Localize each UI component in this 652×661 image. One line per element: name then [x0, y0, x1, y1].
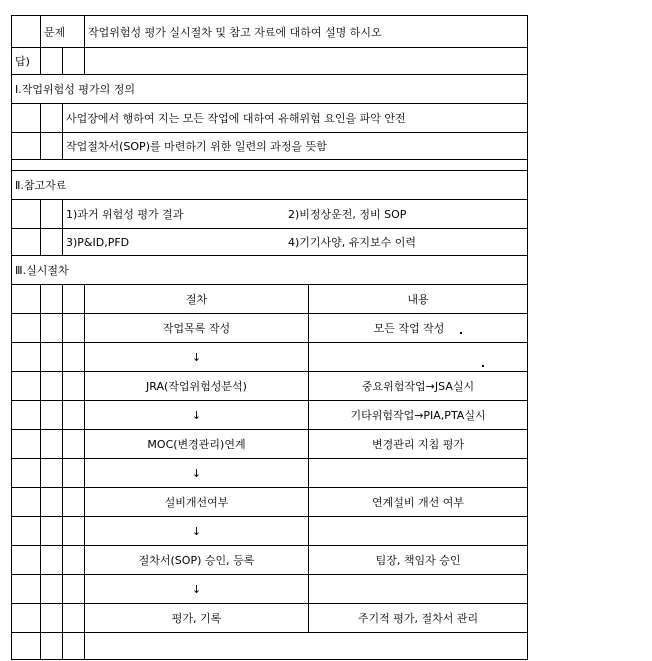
- procedure-header-content: 내용: [309, 285, 528, 314]
- empty-cell: [12, 575, 41, 604]
- reference-item-3: 3)P&ID,PFD: [66, 236, 130, 249]
- empty-cell: [12, 314, 41, 343]
- empty-cell: [41, 133, 63, 160]
- empty-cell: [85, 633, 528, 660]
- empty-cell: [63, 517, 85, 546]
- arrow-row: [12, 517, 528, 546]
- empty-cell: [41, 104, 63, 133]
- empty-cell: [12, 200, 41, 229]
- down-arrow-icon: ↓: [85, 575, 309, 604]
- question-text: 작업위험성 평가 실시절차 및 참고 자료에 대하여 설명 하시오: [85, 16, 528, 48]
- procedure-step: 평가, 기록: [85, 604, 309, 633]
- stray-dot: [460, 332, 462, 334]
- empty-cell: [12, 160, 528, 171]
- procedure-content: 모든 작업 작성: [373, 322, 445, 335]
- procedure-step: MOC(변경관리)연계: [85, 430, 309, 459]
- arrow-row: [12, 575, 528, 604]
- procedure-step: 작업목록 작성: [85, 314, 309, 343]
- procedure-row: [12, 372, 528, 401]
- procedure-step: 설비개선여부: [85, 488, 309, 517]
- reference-item-1: 1)과거 위험성 평가 결과: [66, 208, 184, 221]
- empty-cell: [85, 48, 528, 75]
- empty-cell: [41, 430, 63, 459]
- empty-cell: [63, 343, 85, 372]
- procedure-content: 변경관리 지침 평가: [309, 430, 528, 459]
- procedure-row: [12, 546, 528, 575]
- empty-cell: [63, 546, 85, 575]
- procedure-row: [12, 604, 528, 633]
- section3-title: Ⅲ.실시절차: [12, 256, 528, 285]
- empty-cell: [41, 401, 63, 430]
- procedure-row: [12, 314, 528, 343]
- answer-sheet-table: [11, 15, 528, 660]
- empty-cell: [12, 133, 41, 160]
- empty-cell: [41, 200, 63, 229]
- spacer-row: [12, 160, 528, 171]
- procedure-content: 주기적 평가, 절차서 관리: [309, 604, 528, 633]
- empty-cell: [41, 633, 63, 660]
- empty-cell: [12, 343, 41, 372]
- empty-cell: [309, 343, 528, 372]
- empty-cell: [41, 229, 63, 256]
- empty-cell: [309, 459, 528, 488]
- procedure-step: 절차서(SOP) 승인, 등록: [85, 546, 309, 575]
- procedure-row: [12, 488, 528, 517]
- empty-cell: [12, 517, 41, 546]
- empty-cell: [12, 546, 41, 575]
- empty-cell: [12, 372, 41, 401]
- empty-cell: [41, 488, 63, 517]
- empty-cell: [12, 285, 41, 314]
- empty-cell: [41, 575, 63, 604]
- section2-title-row: [12, 171, 528, 200]
- procedure-content: 팀장, 책임자 승인: [309, 546, 528, 575]
- empty-cell: [63, 633, 85, 660]
- section1-line-2: 작업절차서(SOP)를 마련하기 위한 일련의 과정을 뜻함: [63, 133, 528, 160]
- arrow-row: [12, 343, 528, 372]
- answer-row: [12, 48, 528, 75]
- arrow-row: [12, 459, 528, 488]
- empty-cell: [41, 343, 63, 372]
- empty-row: [12, 633, 528, 660]
- empty-cell: [41, 604, 63, 633]
- arrow-row: [12, 401, 528, 430]
- down-arrow-icon: ↓: [85, 343, 309, 372]
- answer-label: 답): [12, 48, 41, 75]
- section2-title: Ⅱ.참고자료: [12, 171, 528, 200]
- empty-cell: [63, 285, 85, 314]
- section1-line-row: [12, 133, 528, 160]
- section3-title-row: [12, 256, 528, 285]
- empty-cell: [12, 401, 41, 430]
- procedure-content: 중요위험작업→JSA실시: [309, 372, 528, 401]
- empty-cell: [41, 459, 63, 488]
- procedure-header-row: [12, 285, 528, 314]
- section2-items-cell: [63, 200, 528, 229]
- question-row: [12, 16, 528, 48]
- section1-line-1: 사업장에서 행하여 지는 모든 작업에 대하여 유해위험 요인을 파악 안전: [63, 104, 528, 133]
- empty-cell: [12, 104, 41, 133]
- section1-title: Ⅰ.작업위험성 평가의 정의: [12, 75, 528, 104]
- procedure-content: 기타위험작업→PIA,PTA실시: [309, 401, 528, 430]
- empty-cell: [63, 488, 85, 517]
- section2-items-cell: [63, 229, 528, 256]
- empty-cell: [41, 546, 63, 575]
- empty-cell: [63, 604, 85, 633]
- empty-cell: [12, 459, 41, 488]
- section2-items-row: [12, 229, 528, 256]
- empty-cell: [63, 459, 85, 488]
- empty-cell: [63, 314, 85, 343]
- reference-item-4: 4)기기사양, 유지보수 이력: [288, 236, 417, 249]
- stray-dot: [482, 365, 484, 367]
- procedure-row: [12, 430, 528, 459]
- empty-cell: [41, 48, 63, 75]
- down-arrow-icon: ↓: [85, 517, 309, 546]
- procedure-content: 연계설비 개선 여부: [309, 488, 528, 517]
- procedure-header-step: 절차: [85, 285, 309, 314]
- empty-cell: [12, 488, 41, 517]
- empty-cell: [63, 575, 85, 604]
- section1-title-row: [12, 75, 528, 104]
- procedure-step: JRA(작업위험성분석): [85, 372, 309, 401]
- question-label: 문제: [41, 16, 85, 48]
- empty-cell: [309, 517, 528, 546]
- empty-cell: [41, 517, 63, 546]
- empty-cell: [63, 372, 85, 401]
- section1-line-row: [12, 104, 528, 133]
- down-arrow-icon: ↓: [85, 401, 309, 430]
- procedure-content-cell: [309, 314, 528, 343]
- empty-cell: [41, 314, 63, 343]
- empty-cell: [63, 430, 85, 459]
- empty-cell: [12, 229, 41, 256]
- empty-cell: [63, 401, 85, 430]
- empty-cell: [12, 430, 41, 459]
- empty-cell: [12, 604, 41, 633]
- reference-item-2: 2)비정상운전, 정비 SOP: [288, 208, 407, 221]
- section2-items-row: [12, 200, 528, 229]
- empty-cell: [41, 372, 63, 401]
- empty-cell: [63, 48, 85, 75]
- empty-cell: [309, 575, 528, 604]
- down-arrow-icon: ↓: [85, 459, 309, 488]
- empty-cell: [12, 16, 41, 48]
- empty-cell: [41, 285, 63, 314]
- empty-cell: [12, 633, 41, 660]
